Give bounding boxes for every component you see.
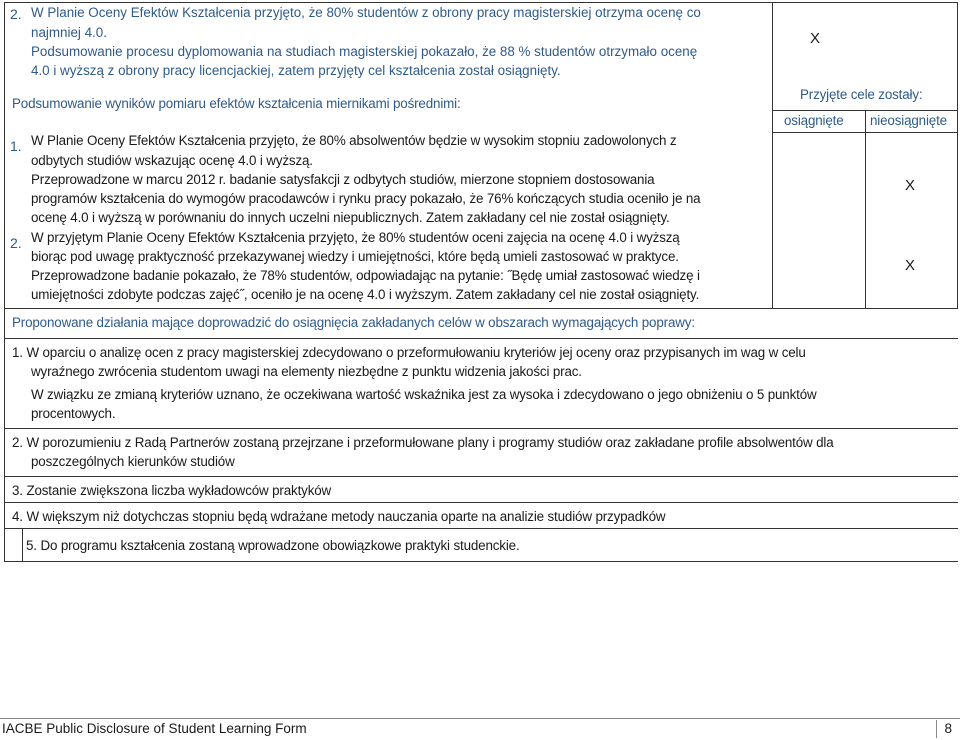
actions-top-divider [4, 308, 958, 309]
action-line: W związku ze zmianą kryteriów uznano, że oczekiwana wartość wskaźnika jest za wysoka i zdecydowano o jego obniżeniu o 5 punktów [31, 387, 817, 402]
action-line: 1. W oparciu o analizę ocen z pracy magisterskiej zdecydowano o przeformułowaniu kryteriów jej oceny oraz przypisanych im wag w celu [12, 345, 806, 360]
action-1-divider [4, 428, 958, 429]
indirect-item-line: umiejętności zdobyte podczas zajęć˝, oceniło je na ocenę 4.0 i wyższym. Zatem zakładany cel nie został osiągnięty. [31, 287, 700, 302]
col-achieved: osiągnięte [784, 113, 844, 128]
goals-column-divider [865, 110, 866, 308]
action-2-divider [4, 476, 958, 477]
footer-separator [936, 720, 937, 738]
column-divider [772, 2, 773, 308]
action-line: wyraźnego zwrócenia studentom uwagi na elementy niezbędne z punktu widzenia jakości prac. [31, 364, 582, 379]
action-line: 5. Do programu kształcenia zostaną wprowadzone obowiązkowe praktyki studenckie. [26, 538, 520, 553]
top-item-line: W Planie Oceny Efektów Kształcenia przyjęto, że 80% studentów z obrony pracy magisterskiej otrzyma ocenę co [31, 5, 701, 20]
top-item-line: 4.0 i wyższą z obrony pracy licencjackiej, zatem przyjęty cel kształcenia został osiągnięty. [31, 63, 561, 78]
page-footer [0, 718, 960, 740]
action-line: 3. Zostanie zwiększona liczba wykładowców praktyków [12, 483, 332, 498]
actions-heading: Proponowane działania mające doprowadzić do osiągnięcia zakładanych celów w obszarach wymagających poprawy: [12, 315, 695, 330]
indirect-item-line: biorąc pod uwagę praktyczność przekazywanej wiedzy i umiejętności, które będą umieli zastosować w praktyce. [31, 249, 679, 264]
indirect-item-line: Przeprowadzone badanie pokazało, że 78% studentów, odpowiadając na pytanie: ˝Będę umiał zastosować wiedzę i [31, 268, 700, 283]
footer-title: IACBE Public Disclosure of Student Learning Form [2, 721, 307, 736]
action-line: 4. W większym niż dotychczas stopniu będą wdrażane metody nauczania oparte na analizie studiów przypadków [12, 509, 666, 524]
action-line: 2. W porozumieniu z Radą Partnerów zostaną przejrzane i przeformułowane plany i programy studiów oraz zakładane profile absolwentów dla [12, 435, 834, 450]
indirect-item-number: 2. [10, 235, 22, 251]
col-not-achieved: nieosiągnięte [870, 113, 947, 128]
action-5-indent [22, 528, 23, 562]
indirect-item-line: odbytych studiów wskazując ocenę 4.0 i wyższą. [31, 153, 313, 168]
indirect-heading: Podsumowanie wyników pomiaru efektów kształcenia miernikami pośrednimi: [12, 96, 461, 111]
indirect-item-line: W Planie Oceny Efektów Kształcenia przyjęto, że 80% absolwentów będzie w wysokim stopniu zadowolonych z [31, 133, 677, 148]
top-item-number: 2. [10, 6, 22, 22]
table-border-right [957, 2, 958, 308]
indirect-item-1-mark: X [904, 177, 915, 194]
indirect-item-line: ocenę 4.0 i wyższą w porównaniu do innych uczelni niepublicznych. Zatem zakładany cel nie został osiągnięty. [31, 210, 670, 225]
goals-header: Przyjęte cele zostały: [800, 87, 923, 102]
indirect-item-line: Przeprowadzone w marcu 2012 r. badanie satysfakcji z odbytych studiów, mierzone stopniem dostosowania [31, 172, 655, 187]
table-border-bottom [4, 561, 958, 562]
indirect-item-line: programów kształcenia do wymogów pracodawców i rynku pracy pokazało, że 76% kończących studia oceniło je na [31, 191, 701, 206]
top-item-line: Podsumowanie procesu dyplomowania na studiach magisterskiej pokazało, że 88 % studentów otrzymało ocenę [31, 44, 698, 59]
action-4-divider [4, 528, 958, 529]
top-item-line: najmniej 4.0. [31, 25, 107, 40]
action-3-divider [4, 502, 958, 503]
action-line: procentowych. [31, 406, 116, 421]
footer-rule [0, 718, 960, 719]
indirect-item-number: 1. [10, 138, 22, 154]
indirect-item-line: W przyjętym Planie Oceny Efektów Kształcenia przyjęto, że 80% studentów oceni zajęcia na ocenę 4.0 i wyższą [31, 230, 680, 245]
actions-heading-divider [4, 338, 958, 339]
indirect-item-2-mark: X [904, 257, 915, 274]
table-border-left [4, 2, 5, 562]
assessment-table [4, 2, 958, 562]
top-item-mark: X [809, 30, 820, 47]
page-number: 8 [944, 721, 952, 736]
goals-subheader-divider [772, 132, 958, 133]
action-line: poszczególnych kierunków studiów [31, 454, 235, 469]
